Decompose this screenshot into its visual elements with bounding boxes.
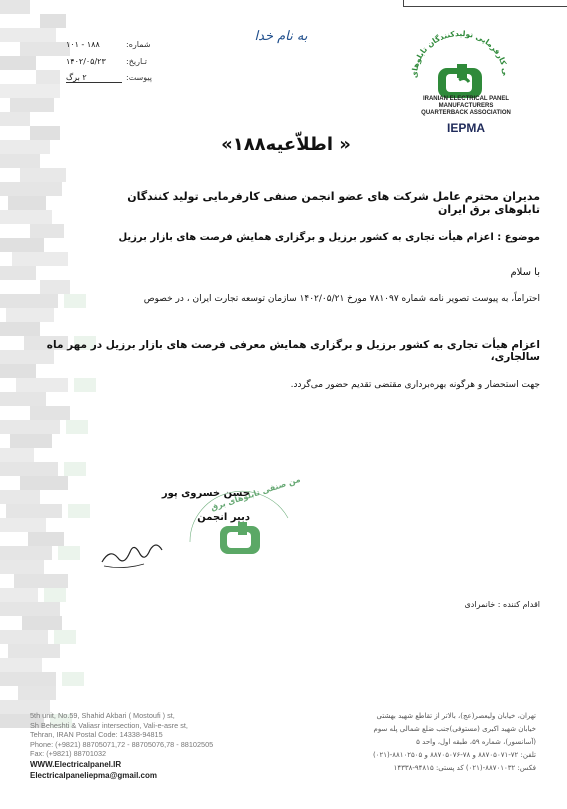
attachment-label: پیوست: <box>126 73 153 82</box>
logo-arc-text: ی کارفرمایی تولیدکنندگان تابلوهای <box>409 28 511 79</box>
attachment-value: ۲ برگ <box>66 73 122 83</box>
decorative-block <box>0 182 62 196</box>
body-paragraph-3: جهت استحضار و هرگونه بهره‌برداری مقتضی تقدیم حضور می‌گردد. <box>290 380 540 390</box>
footer-en-phone: Phone: (+9821) 88705071,72 - 88705076,78 - 88102505 <box>30 739 214 749</box>
logo-acronym: IEPMA <box>446 121 485 135</box>
bismillah-calligraphy <box>244 22 318 48</box>
decorative-block <box>30 126 60 140</box>
footer-english <box>30 711 270 781</box>
decorative-block <box>14 574 68 588</box>
signer-name: حسن خسروی پور <box>161 488 250 499</box>
decorative-block <box>0 112 30 126</box>
decorative-block <box>0 140 50 154</box>
decorative-block <box>12 252 68 266</box>
decorative-block <box>30 224 64 238</box>
svg-text:انجمن صنفی تابلوهای برق: انجمن صنفی تابلوهای برق <box>209 478 300 513</box>
decorative-green-block <box>66 420 88 434</box>
decorative-block <box>0 266 36 280</box>
body-paragraph-2: اعزام هیأت تجاری به کشور برزیل و برگزاری همایش معرفی فرصت های بازار برزیل در مهر ماه سالجاری، <box>46 339 540 363</box>
footer-fa-address-2: خیابان شهید اکبری (مستوفی)جنب ضلع شمالی پله سوم <box>373 725 536 733</box>
footer-email-link[interactable]: Electricalpaneliepma@gmail.com <box>30 770 157 780</box>
decorative-block <box>0 560 44 574</box>
footer-en-address-3: Tehran, IRAN Postal Code: 14338-94815 <box>30 730 163 739</box>
decorative-block <box>0 154 40 168</box>
decorative-green-block <box>68 504 90 518</box>
decorative-block <box>8 644 60 658</box>
logo-english-name <box>414 96 518 117</box>
footer-persian <box>300 710 536 775</box>
body-paragraph-1: احتراماً، به پیوست تصویر نامه شماره ۷۸۱۰۹۷ مورخ ۱۴۰۲/۰۵/۲۱ سازمان توسعه تجارت ایران ، در خصوص <box>143 294 540 304</box>
decorative-block <box>30 406 70 420</box>
decorative-block <box>0 84 60 98</box>
date-value: ۱۴۰۲/۰۵/۲۳ <box>66 57 106 66</box>
signer-role: دبیر انجمن <box>197 512 250 523</box>
decorative-block <box>0 392 46 406</box>
logo-name-line-3: QUARTERBACK ASSOCIATION <box>421 110 511 116</box>
footer-website-link[interactable]: WWW.Electricalpanel.IR <box>30 759 122 769</box>
decorative-block <box>0 602 60 616</box>
date-label: تـاریخ: <box>126 57 147 66</box>
bismillah-text: به نام خدا <box>254 29 308 44</box>
logo-name-line-2: MANUFACTURERS <box>438 103 494 109</box>
decorative-block <box>0 588 38 602</box>
action-by: اقدام کننده : خانمرادی <box>464 600 540 609</box>
decorative-block <box>0 238 44 252</box>
decorative-block <box>10 434 52 448</box>
decorative-block <box>0 364 36 378</box>
footer-fa-address-3: (آسانسور)، شماره ۵۹، طبقه اول، واحد ۵ <box>416 738 536 746</box>
decorative-block <box>6 504 62 518</box>
footer-en-fax: Fax: (+9821) 88701032 <box>30 749 107 758</box>
decorative-green-block <box>64 462 86 476</box>
decorative-block <box>0 448 34 462</box>
decorative-block <box>28 532 64 546</box>
footer-en-address-1: 5th unit, No.59, Shahid Akbari ( Mostoufi ) st, <box>30 711 175 720</box>
decorative-block <box>0 630 48 644</box>
decorative-block <box>20 42 70 56</box>
decorative-block <box>6 308 54 322</box>
decorative-block <box>0 56 36 70</box>
decorative-block <box>0 28 56 42</box>
decorative-block <box>0 210 52 224</box>
decorative-block <box>22 616 62 630</box>
decorative-block <box>18 686 56 700</box>
decorative-block <box>0 420 60 434</box>
decorative-green-block <box>44 588 66 602</box>
decorative-block <box>40 280 70 294</box>
logo-name-line-1: IRANIAN ELECTRICAL PANEL <box>422 96 510 102</box>
decorative-block <box>16 378 68 392</box>
addressee-line: مدیران محترم عامل شرکت های عضو انجمن صنفی کارفرمایی تولید کنندگان تابلوهای برق ایران <box>127 190 540 216</box>
decorative-block <box>0 546 52 560</box>
announcement-title: « اطلاّعیه۱۸۸» <box>221 134 351 155</box>
decorative-block <box>40 14 66 28</box>
footer-en-address-2: Sh Beheshti & Valiasr intersection, Vali-e-asre st, <box>30 720 188 730</box>
top-border-line <box>403 0 567 7</box>
decorative-block <box>0 518 46 532</box>
footer-fa-phone: تلفن: ۷۲-۸۸۷۰۵۰۷۱ و ۷۸-۸۸۷۰۵۰۷۶ و ۸۸۱۰۲۵۰۵-(۰۲۱) <box>372 751 536 759</box>
iepma-logo <box>405 28 515 106</box>
decorative-block <box>20 476 68 490</box>
number-value: ۱۸۸ - ۱۰۱ <box>66 40 100 49</box>
decorative-block <box>0 658 42 672</box>
decorative-block <box>0 462 58 476</box>
decorative-block <box>20 168 66 182</box>
number-label: شماره: <box>126 40 151 49</box>
decorative-green-block <box>54 630 76 644</box>
decorative-block <box>0 0 30 14</box>
decorative-block <box>0 672 56 686</box>
decorative-block <box>36 70 60 84</box>
decorative-block <box>10 98 54 112</box>
subject-line: موضوع : اعزام هیأت تجاری به کشور برزیل و برگزاری همایش فرصت های بازار برزیل <box>118 232 540 243</box>
footer-fa-fax-postal: فکس: ۸۸۷۰۱۰۳۲-(۰۲۱) کد پستی: ۹۴۸۱۵-۱۴۳۳۸ <box>393 764 536 772</box>
decorative-green-block <box>58 546 80 560</box>
decorative-green-block <box>62 672 84 686</box>
decorative-block <box>0 490 40 504</box>
decorative-pixel-column <box>0 0 130 809</box>
decorative-block <box>8 196 46 210</box>
greeting: با سلام <box>510 267 540 278</box>
decorative-block <box>0 322 40 336</box>
handwritten-signature <box>96 532 176 572</box>
footer-fa-address-1: تهران، خیابان ولیعصر(عج)، بالاتر از تقاطع شهید بهشتی <box>376 712 536 720</box>
decorative-green-block <box>74 378 96 392</box>
